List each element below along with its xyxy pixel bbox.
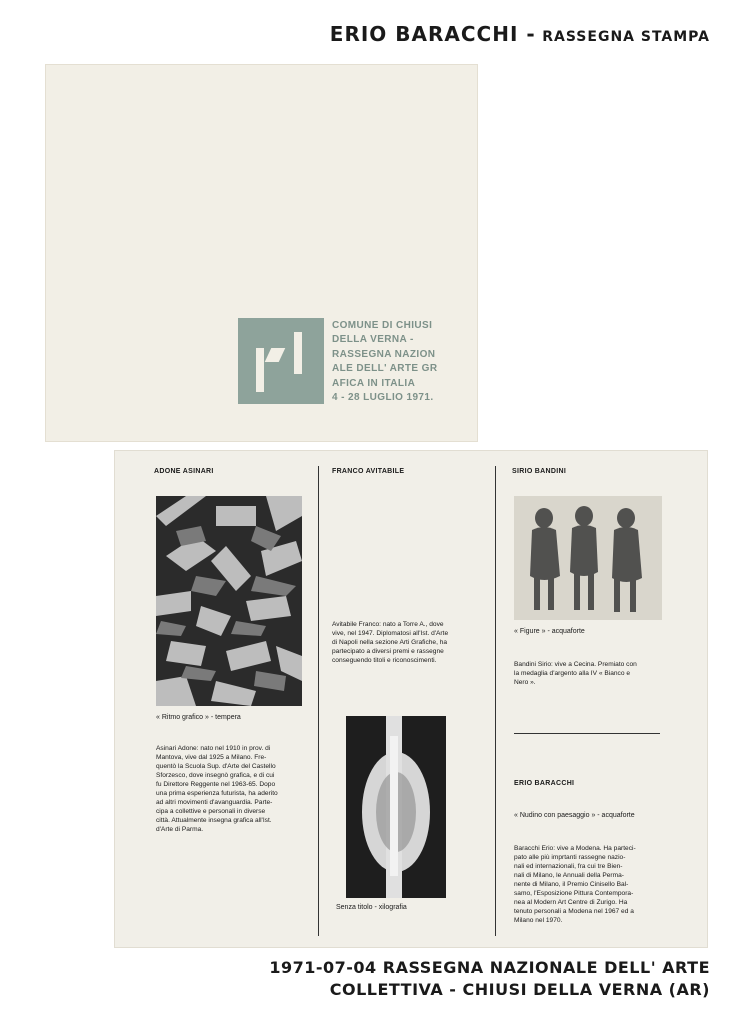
artwork-caption: « Figure » - acquaforte [514, 628, 585, 635]
artist-bio: Asinari Adone: nato nel 1910 in prov. di Mantova, vive dal 1925 a Milano. Fre- quentò la Scuola Sup. d'Arte del Castello Sforzesco, dove insegnò grafica, e di cui fu Direttore Reggente nel 1963-65. Dopo una prima esperienza futurista, ha aderito ad altri movimenti d'avanguardia. Parte- cipa a collettive e personali in diverse città. Attualmente insegna grafica all'Ist. d'Arte di Parma. [156, 745, 278, 833]
cover-title: COMUNE DI CHIUSI DELLA VERNA - RASSEGNA NAZION ALE DELL' ARTE GR AFICA IN ITALIA 4 - 28 LUGLIO 1971. [332, 320, 438, 404]
artist-asinari [154, 468, 214, 475]
artist-name: ERIO BARACCHI [514, 780, 575, 787]
artist-name: SIRIO BANDINI [512, 468, 567, 475]
catalogue-cover [45, 64, 478, 442]
artwork-figure [514, 496, 662, 620]
footer-location: COLLETTIVA - CHIUSI DELLA VERNA (AR) [329, 980, 710, 999]
header-subtitle: RASSEGNA STAMPA [542, 29, 710, 45]
artist-bandini [512, 468, 566, 475]
artist-bio: Avitabile Franco: nato a Torre A., dove vive, nel 1947. Diplomatosi all'Ist. d'Arte di Napoli nella sezione Arti Grafiche, ha partecipato a diversi premi e rassegne conseguendo titoli e riconoscimenti. [332, 621, 449, 664]
page-header [330, 22, 710, 46]
artwork-senza-titolo [346, 716, 446, 898]
column-divider [318, 466, 319, 936]
header-name: ERIO BARACCHI - [329, 22, 536, 46]
artist-baracchi [514, 780, 574, 787]
artwork-caption: Senza titolo - xilografia [336, 904, 407, 911]
catalogue-spread [114, 450, 708, 948]
section-divider [514, 733, 660, 734]
comune-logo [238, 318, 324, 404]
artist-name: FRANCO AVITABILE [332, 468, 405, 475]
artwork-caption: « Ritmo grafico » - tempera [156, 714, 241, 721]
footer-date-title: 1971-07-04 RASSEGNA NAZIONALE DELL' ARTE [269, 958, 710, 977]
artwork-caption: « Nudino con paesaggio » - acquaforte [514, 812, 635, 819]
artist-name: ADONE ASINARI [154, 468, 214, 475]
column-divider [495, 466, 496, 936]
artwork-ritmo-grafico [156, 496, 302, 706]
artist-bio: Bandini Sirio: vive a Cecina. Premiato con la medaglia d'argento alla IV « Bianco e Nero ». [514, 661, 637, 686]
artist-avitabile [332, 468, 404, 475]
artist-bio: Baracchi Erio: vive a Modena. Ha parteci- pato alle più imprtanti rassegne nazio- nali ed internazionali, fra cui tre Bien- nali di Milano, le Annuali della Perma- nente di Milano, il Premio Cinisello Bal- samo, l'Esposizione Pittura Contempora- nea al Modern Art Centre di Zurigo. Ha tenuto personali a Modena nel 1967 ed a Milano nel 1970. [514, 845, 636, 924]
